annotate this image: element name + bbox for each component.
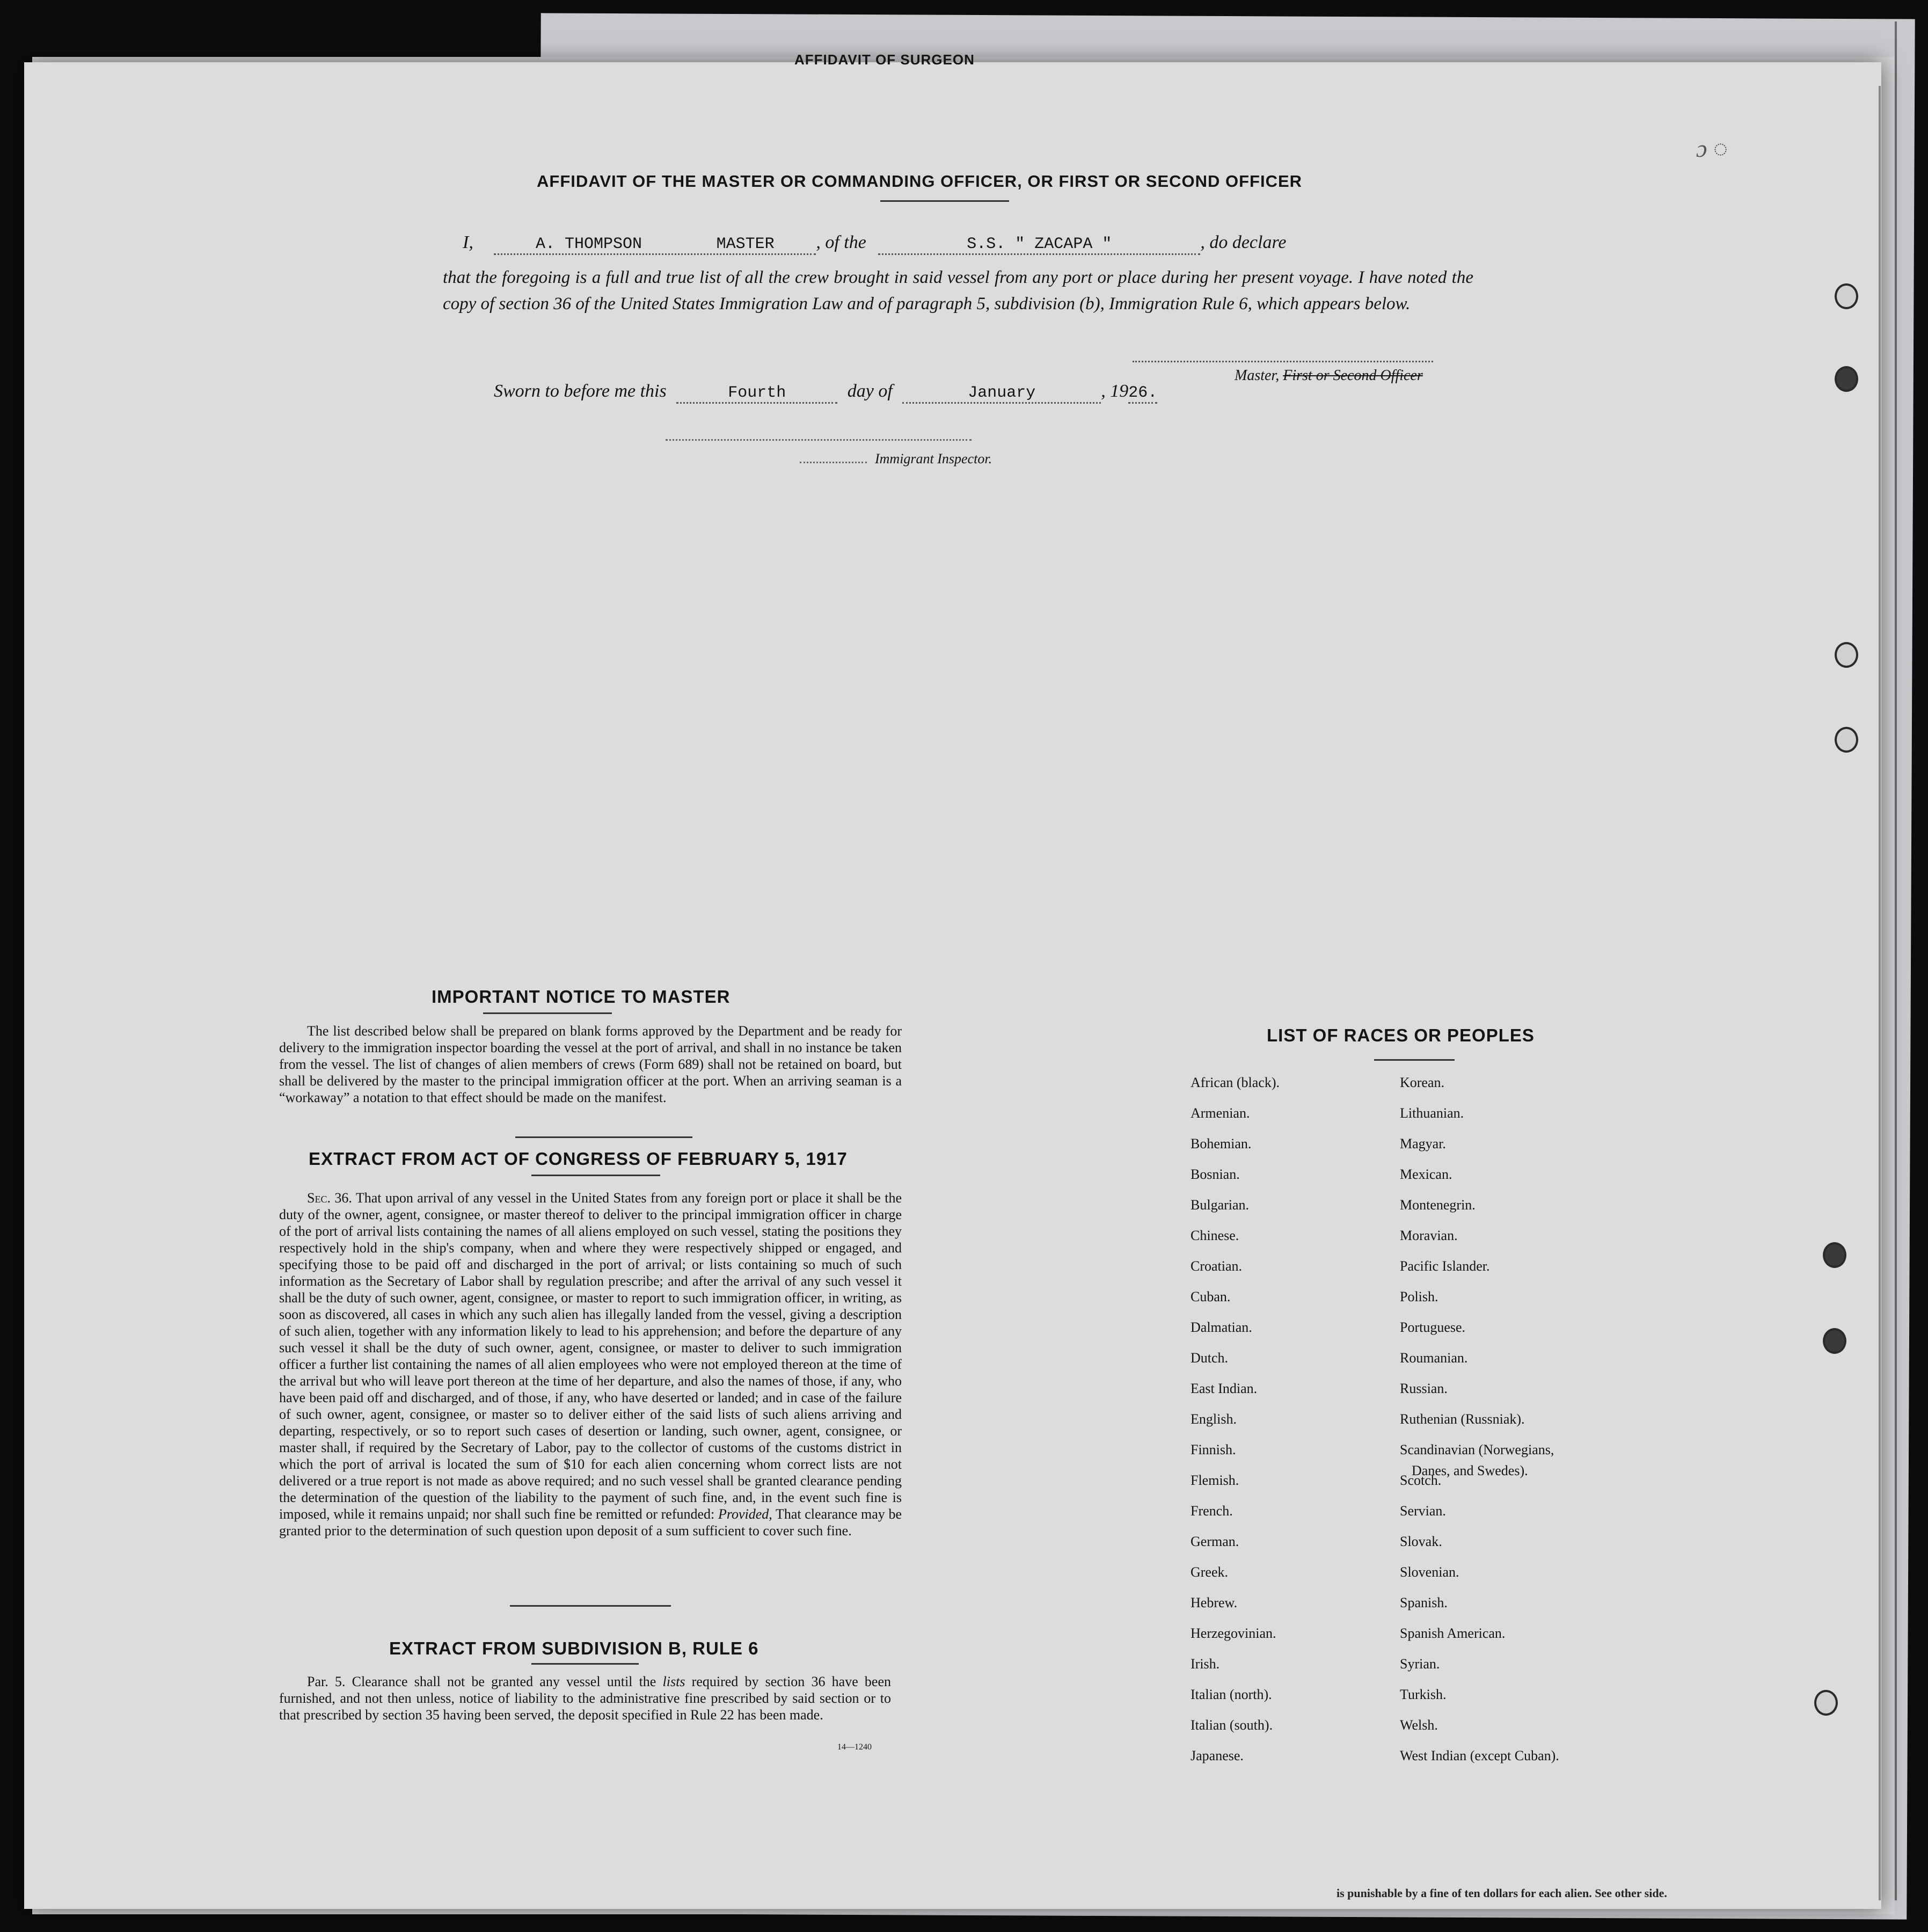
master-name-field xyxy=(494,232,816,255)
notice-title: IMPORTANT NOTICE TO MASTER xyxy=(432,987,731,1007)
race-item: Slovak. xyxy=(1400,1534,1442,1549)
document-page xyxy=(24,62,1881,1909)
race-item: West Indian (except Cuban). xyxy=(1400,1748,1559,1763)
race-item: East Indian. xyxy=(1191,1381,1258,1396)
race-item: Japanese. xyxy=(1191,1748,1244,1763)
master-signature-label xyxy=(1235,367,1423,384)
race-item: Scandinavian (Norwegians, xyxy=(1400,1442,1554,1457)
master-name: A. THOMPSON xyxy=(536,235,642,253)
sworn-line xyxy=(494,381,1157,404)
paragraph-text-b: required by section 36 have been furnished, and not then unless, notice of liability to the administrative fine prescribed by said section or to that prescribed by section 35 having been served, the deposit specified in Rule 22 has been made. xyxy=(279,1674,892,1723)
bottom-footnote: is punishable by a fine of ten dollars for each alien. See other side. xyxy=(1337,1886,1667,1900)
race-item: German. xyxy=(1191,1534,1239,1549)
races-rule xyxy=(1374,1059,1455,1061)
i-label: I, xyxy=(463,232,473,252)
top-tab-title: AFFIDAVIT OF SURGEON xyxy=(794,52,975,68)
race-item: Ruthenian (Russniak). xyxy=(1400,1411,1525,1427)
race-item: Mexican. xyxy=(1400,1167,1452,1182)
extract-act-body xyxy=(279,1190,902,1539)
extract-rule-title: EXTRACT FROM SUBDIVISION B, RULE 6 xyxy=(389,1638,759,1658)
race-item: Korean. xyxy=(1400,1075,1445,1090)
race-item: Croatian. xyxy=(1191,1258,1243,1274)
sworn-day: Fourth xyxy=(728,384,786,402)
inspector-label-line xyxy=(800,462,867,463)
race-item: Pacific Islander. xyxy=(1400,1258,1490,1274)
race-item: Spanish. xyxy=(1400,1595,1448,1610)
punch-hole-icon xyxy=(1814,1690,1838,1716)
race-item: English. xyxy=(1191,1411,1237,1427)
extract-act-title: EXTRACT FROM ACT OF CONGRESS OF FEBRUARY 5, 1917 xyxy=(309,1149,848,1169)
notice-text: The list described below shall be prepared on blank forms approved by the Department and be ready for delivery to the immigration inspector boarding the vessel at the port of arrival, and shall in no instance be taken from the vessel. The list of changes of alien members of crews (Form 689) shall not be retained on board, but shall be delivered by the master to the principal immigration officer at the port. When an arriving seaman is a “workaway” a notation to that effect should be made on the manifest. xyxy=(279,1023,902,1105)
race-item: Welsh. xyxy=(1400,1717,1438,1733)
sheet-edge-line xyxy=(1895,21,1897,1900)
year-prefix: , 19 xyxy=(1101,381,1129,401)
master-label-plain: Master, xyxy=(1235,367,1280,384)
extract-rule-rule xyxy=(531,1663,639,1665)
race-item: Hebrew. xyxy=(1191,1595,1238,1610)
race-item: Syrian. xyxy=(1400,1656,1440,1672)
heading-rule xyxy=(880,200,1009,202)
lists-word: lists xyxy=(662,1674,685,1689)
extract-act-rule xyxy=(531,1175,660,1176)
race-item: Polish. xyxy=(1400,1289,1438,1304)
punch-hole-icon xyxy=(1823,1242,1846,1268)
race-item: Finnish. xyxy=(1191,1442,1236,1457)
race-item: Armenian. xyxy=(1191,1105,1250,1121)
binding-edge-line xyxy=(1879,86,1881,1900)
race-item: Cuban. xyxy=(1191,1289,1231,1304)
paragraph-number: Par. 5. xyxy=(307,1674,346,1689)
race-item: Dalmatian. xyxy=(1191,1319,1252,1335)
of-the-label: , of the xyxy=(816,232,866,252)
race-item: Herzegovinian. xyxy=(1191,1625,1276,1641)
vessel-name: S.S. " ZACAPA " xyxy=(967,235,1112,253)
master-rank: MASTER xyxy=(716,235,775,253)
affidavit-heading: AFFIDAVIT OF THE MASTER OR COMMANDING OFFICER, OR FIRST OR SECOND OFFICER xyxy=(537,172,1303,191)
section-divider xyxy=(515,1136,692,1138)
sworn-label: Sworn to before me this xyxy=(494,381,667,401)
races-title: LIST OF RACES OR PEOPLES xyxy=(1267,1025,1535,1045)
sworn-month: January xyxy=(968,384,1036,402)
race-item: African (black). xyxy=(1191,1075,1280,1090)
race-item: Roumanian. xyxy=(1400,1350,1468,1366)
form-number: 14—1240 xyxy=(837,1743,872,1752)
race-item: Moravian. xyxy=(1400,1228,1458,1243)
race-item: Scotch. xyxy=(1400,1472,1442,1488)
master-label-struck: First or Second Officer xyxy=(1283,367,1423,384)
section-text: That upon arrival of any vessel in the United States from any foreign port or place it shall be the duty of the owner, agent, consignee, or master thereof to deliver to the principal immigration officer in charge of the port of arrival lists containing the names of all aliens employed on such vessel, stating the positions they respectively hold in the ship's company, when and where they were respectively shipped or engaged, and specifying those to be paid off and discharged in the port of arrival; or lists containing so much of such information as the Secretary of Labor shall by regulation prescribe; and after the arrival of any such vessel it shall be the duty of such owner, agent, consignee, or master to report to such immigration officer, in writing, as soon as discovered, all cases in which any such alien has illegally landed from the vessel, giving a description of such alien, together with any information likely to lead to his apprehension; and before the departure of any such vessel it shall be the duty of such owner, agent, consignee, or master to deliver to such immigration officer a further list containing the names of all alien employees who were not employed thereon at the time of the arrival but who will leave port thereon at the time of her departure, and also the names of those, if any, who have been paid off and discharged, and of those, if any, who have deserted or landed; and in case of the failure of such owner, agent, consignee, or master so to deliver either of the said lists of such aliens arriving and departing, respectively, or so to report such cases of desertion or landing, such owner, agent, consignee, or master shall, if required by the Secretary of Labor, pay to the collector of customs of the customs district in which the port of arrival is located the sum of $10 for each alien concerning whom correct lists are not delivered or a true report is not made as above required; and no such vessel shall be granted clearance pending the determination of the question of the liability to the payment of such fine, and, in the event such fine is imposed, while it remains unpaid; nor shall such fine be remitted or refunded: xyxy=(279,1190,902,1522)
race-item: Chinese. xyxy=(1191,1228,1239,1243)
section-text-tail: That clearance may be granted prior to the determination of such question upon deposit of a sum sufficient to cover such fine. xyxy=(279,1506,902,1539)
race-item-subline: Danes, and Swedes). xyxy=(1412,1463,1528,1478)
section-divider xyxy=(510,1605,671,1607)
notice-rule xyxy=(483,1012,612,1014)
race-item: Bosnian. xyxy=(1191,1167,1240,1182)
sworn-month-field xyxy=(902,381,1101,404)
race-item: Bohemian. xyxy=(1191,1136,1252,1151)
provided-word: Provided, xyxy=(718,1506,772,1522)
extract-rule-body xyxy=(279,1673,891,1723)
punch-hole-icon xyxy=(1835,366,1858,392)
race-item: Turkish. xyxy=(1400,1687,1447,1702)
race-item: Flemish. xyxy=(1191,1472,1239,1488)
paragraph-text-a: Clearance shall not be granted any vessel until the xyxy=(352,1674,656,1689)
race-item: Italian (north). xyxy=(1191,1687,1272,1702)
race-item: Magyar. xyxy=(1400,1136,1446,1151)
punch-hole-icon xyxy=(1823,1328,1846,1354)
inspector-signature-line xyxy=(666,439,972,441)
race-item: Greek. xyxy=(1191,1564,1229,1580)
section-number: Sec. 36. xyxy=(307,1190,352,1206)
punch-hole-icon xyxy=(1835,283,1858,309)
race-item: Bulgarian. xyxy=(1191,1197,1250,1213)
corner-handwritten-mark: ɔ ◌ xyxy=(1696,135,1728,162)
inspector-label: Immigrant Inspector. xyxy=(875,451,992,466)
notice-body xyxy=(279,1023,902,1106)
race-item: Slovenian. xyxy=(1400,1564,1459,1580)
race-item: Spanish American. xyxy=(1400,1625,1506,1641)
affidavit-line-1 xyxy=(463,232,1287,255)
race-item: Montenegrin. xyxy=(1400,1197,1476,1213)
race-item: Dutch. xyxy=(1191,1350,1229,1366)
affidavit-body: that the foregoing is a full and true list of all the crew brought in said vessel from any port or place during her present voyage. I have noted the copy of section 36 of the United States Immigration Law and of paragraph 5, subdivision (b), Immigration Rule 6, which appears below. xyxy=(443,268,1473,314)
day-of-label: day of xyxy=(847,381,893,401)
vessel-field xyxy=(878,232,1200,255)
race-item: Irish. xyxy=(1191,1656,1220,1672)
signature-line xyxy=(1133,361,1433,362)
sworn-day-field xyxy=(676,381,837,404)
do-declare-label: , do declare xyxy=(1200,232,1287,252)
race-item: Lithuanian. xyxy=(1400,1105,1464,1121)
punch-hole-icon xyxy=(1835,642,1858,668)
race-item: Portuguese. xyxy=(1400,1319,1466,1335)
race-item: Servian. xyxy=(1400,1503,1446,1519)
race-item: Russian. xyxy=(1400,1381,1448,1396)
race-item: French. xyxy=(1191,1503,1233,1519)
race-item: Italian (south). xyxy=(1191,1717,1273,1733)
sworn-year: 26. xyxy=(1128,384,1157,404)
punch-hole-icon xyxy=(1835,727,1858,753)
